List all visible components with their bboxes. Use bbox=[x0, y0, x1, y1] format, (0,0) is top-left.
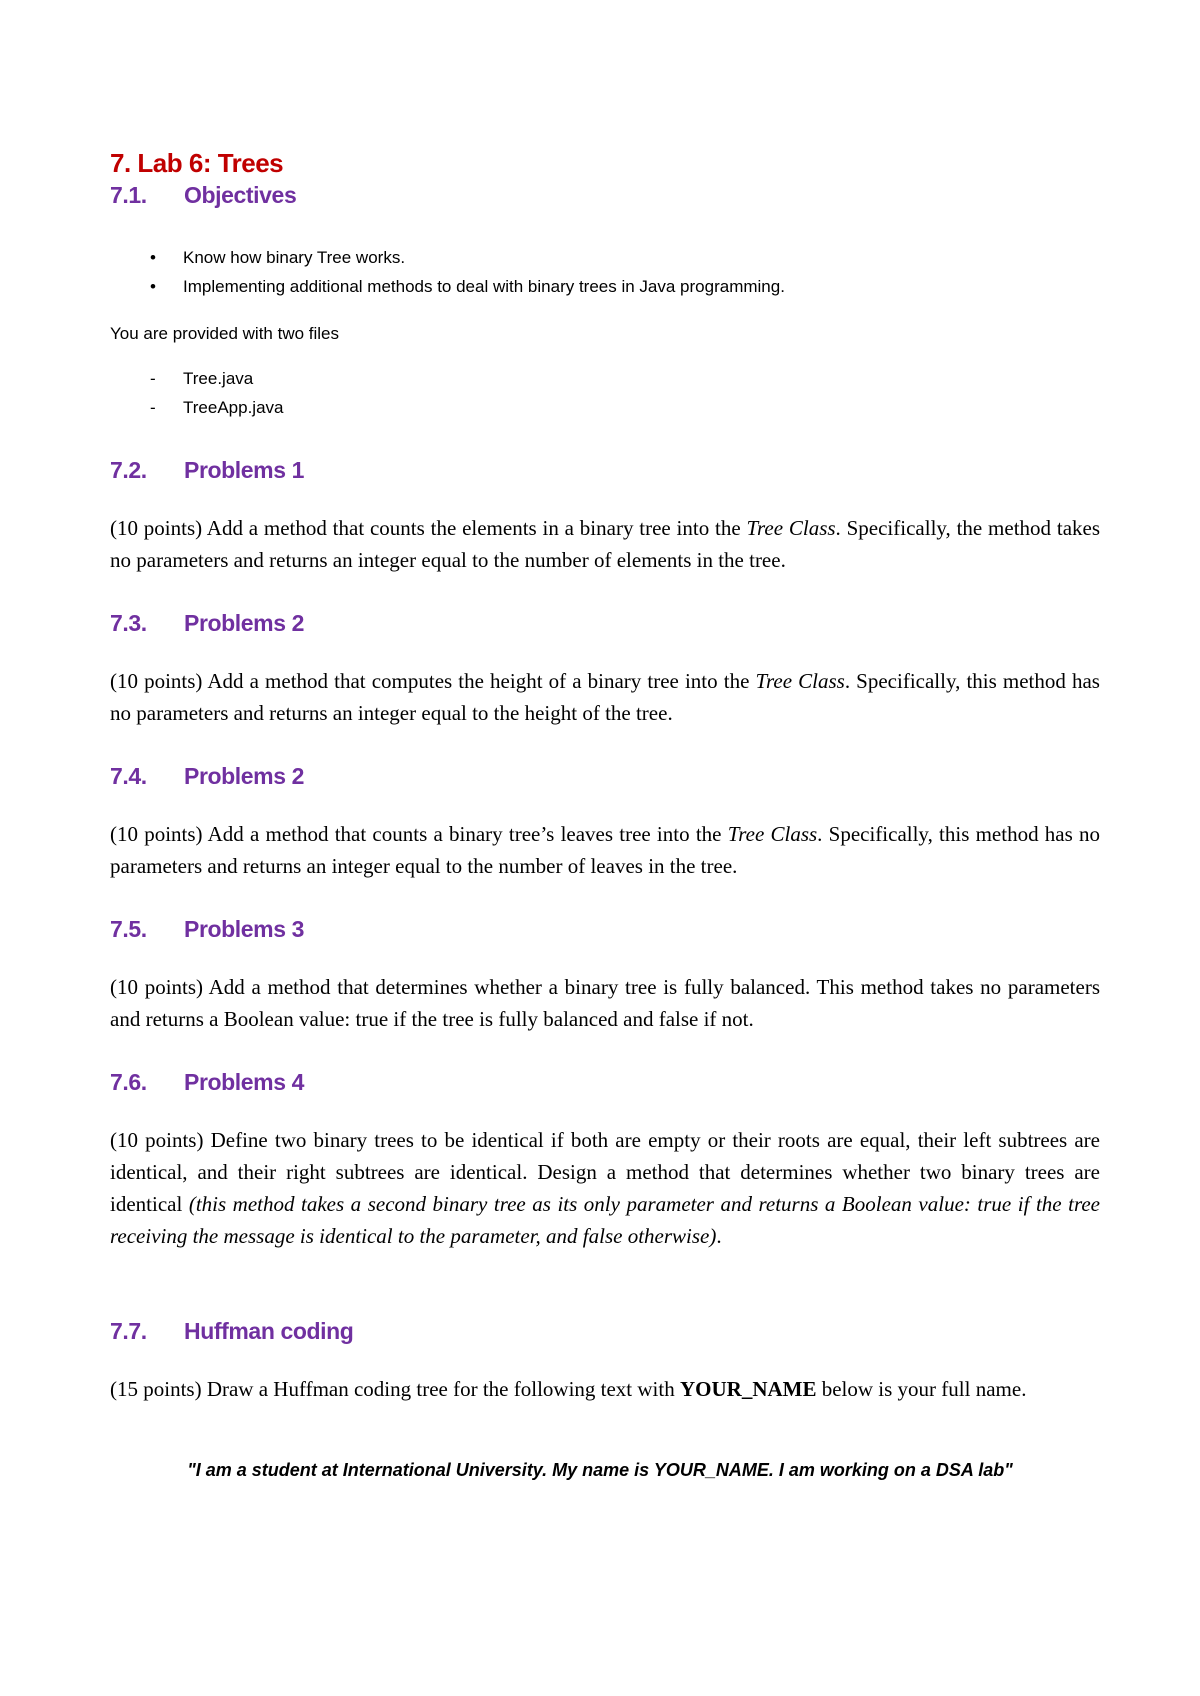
section-title: Problems 2 bbox=[184, 610, 304, 636]
method-note: (this method takes a second binary tree as its only parameter and returns a Boolean value: true if the tree receiving the message is identical to the parameter, and false otherwise) bbox=[110, 1192, 1100, 1248]
section-title: Problems 1 bbox=[184, 457, 304, 483]
bullet-icon: • bbox=[150, 277, 156, 296]
section-paragraph: (10 points) Add a method that computes the height of a binary tree into the Tree Class. Specifically, this method has no parameters and returns an integer equal to the height of the tree. bbox=[110, 669, 1100, 725]
section-heading bbox=[110, 610, 304, 637]
objective-item: Know how binary Tree works. bbox=[183, 248, 406, 267]
section-paragraph: (10 points) Add a method that counts the elements in a binary tree into the Tree Class. Specifically, the method takes no parameters and returns an integer equal to the number of elements in the tree. bbox=[110, 516, 1101, 572]
section-paragraph: (10 points) Add a method that counts a binary tree’s leaves tree into the Tree Class. Specifically, this method has no parameters and returns an integer equal to the number of leaves in the tree. bbox=[110, 822, 1101, 878]
section-number: 7.5. bbox=[110, 916, 147, 942]
section-title: Problems 3 bbox=[184, 916, 304, 942]
section-title: Problems 2 bbox=[184, 763, 304, 789]
bullet-icon: • bbox=[150, 248, 156, 267]
class-name: Tree Class bbox=[755, 669, 845, 693]
dash-icon: - bbox=[150, 369, 156, 388]
section-number: 7.2. bbox=[110, 457, 147, 483]
section-paragraph: (15 points) Draw a Huffman coding tree for the following text with YOUR_NAME below is your full name. bbox=[110, 1377, 1027, 1401]
section-title: Objectives bbox=[184, 182, 297, 208]
placeholder-name: YOUR_NAME bbox=[679, 1377, 817, 1401]
files-intro: You are provided with two files bbox=[110, 324, 340, 343]
section-number: 7.6. bbox=[110, 1069, 147, 1095]
section-title: Problems 4 bbox=[184, 1069, 304, 1095]
file-item: TreeApp.java bbox=[183, 398, 284, 417]
section-number: 7.3. bbox=[110, 610, 147, 636]
class-name: Tree Class bbox=[727, 822, 818, 846]
section-heading bbox=[110, 916, 304, 943]
dash-icon: - bbox=[150, 398, 156, 417]
section-number: 7.4. bbox=[110, 763, 147, 789]
section-heading bbox=[110, 763, 304, 790]
section-number: 7.1. bbox=[110, 182, 147, 208]
objective-item: Implementing additional methods to deal with binary trees in Java programming. bbox=[183, 277, 785, 296]
section-paragraph: (10 points) Define two binary trees to be identical if both are empty or their roots are equal, their left subtrees are identical, and their right subtrees are identical. Design a method that determines whether two binary trees are identical (this method takes a second binary tree as its only parameter and returns a Boolean value: true if the tree receiving the message is identical to the parameter, and false otherwise). bbox=[110, 1128, 1100, 1248]
section-heading-objectives bbox=[110, 182, 296, 209]
file-item: Tree.java bbox=[183, 369, 254, 388]
section-heading bbox=[110, 457, 304, 484]
huffman-text-quote: "I am a student at International University. My name is YOUR_NAME. I am working on a DSA lab" bbox=[187, 1460, 1013, 1480]
section-title: Huffman coding bbox=[184, 1318, 354, 1344]
section-heading bbox=[110, 1318, 353, 1345]
section-number: 7.7. bbox=[110, 1318, 147, 1344]
lab-title: 7. Lab 6: Trees bbox=[110, 148, 284, 178]
section-heading bbox=[110, 1069, 304, 1096]
class-name: Tree Class bbox=[746, 516, 836, 540]
section-paragraph: (10 points) Add a method that determines whether a binary tree is fully balanced. This method takes no parameters and returns a Boolean value: true if the tree is fully balanced and false if not. bbox=[110, 975, 1100, 1031]
